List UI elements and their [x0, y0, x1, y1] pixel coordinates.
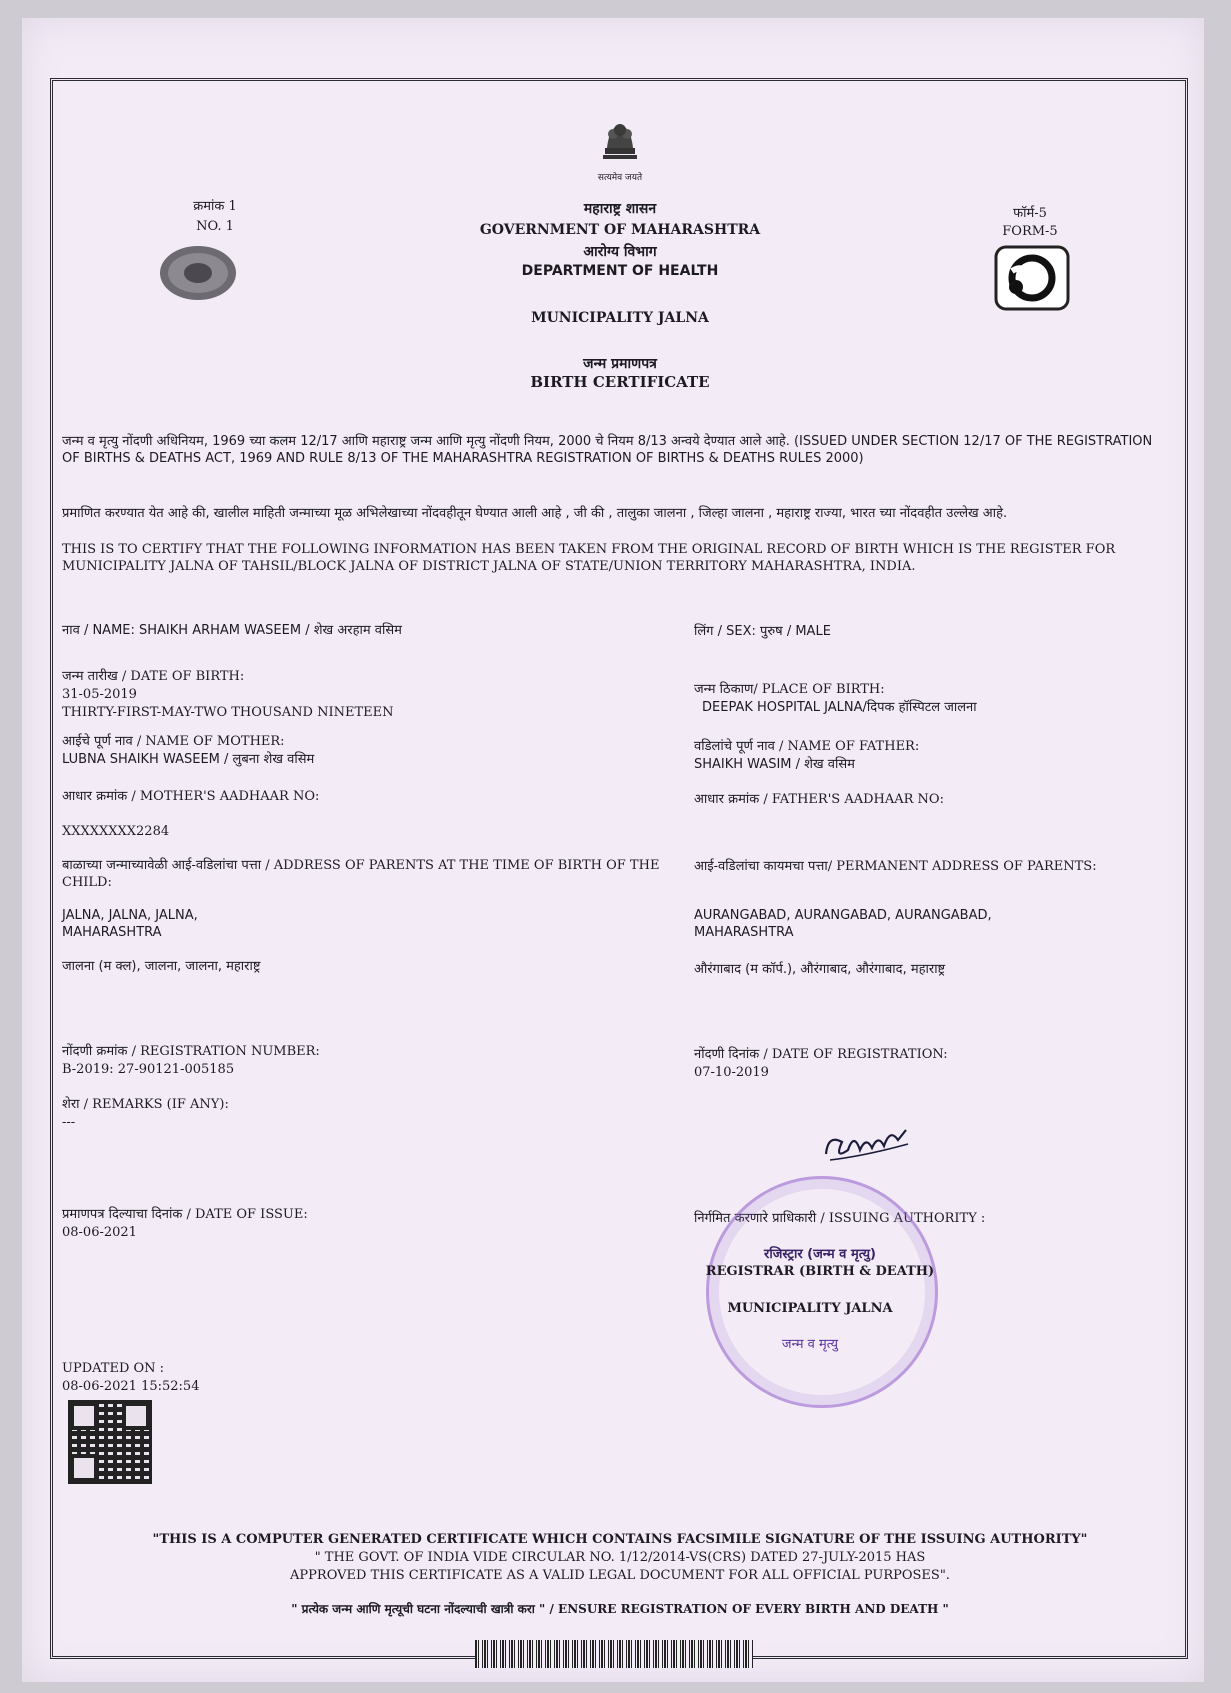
dob-label: जन्म तारीख / DATE OF BIRTH:	[62, 669, 245, 684]
stamp-text: जन्म व मृत्यु	[781, 1337, 839, 1352]
maharashtra-seal-icon	[158, 244, 238, 302]
barcode-icon	[475, 1640, 753, 1668]
father-name-label: वडिलांचे पूर्ण नाव / NAME OF FATHER:	[694, 739, 920, 754]
issued-under-text: जन्म व मृत्यु नोंदणी अधिनियम, 1969 च्या कलम 12/17 आणि महाराष्ट्र जन्म आणि मृत्यु नोंदणी नियम, 2000 चे नियम 8/13 अन्वये देण्यात आले आहे. (ISSUED UNDER SECTION 12/17 OF THE REGISTRATION OF BIRTHS & DEATHS ACT, 1969 AND RULE 8/13 OF THE MAHARASHTRA REGISTRATION OF BIRTHS & DEATHS RULES 2000)	[62, 434, 1153, 466]
mother-aadhaar-value: XXXXXXXX2284	[62, 824, 170, 839]
dept-title-en: DEPARTMENT OF HEALTH	[521, 263, 719, 279]
dob-words: THIRTY-FIRST-MAY-TWO THOUSAND NINETEEN	[62, 705, 394, 720]
permanent-address-en: AURANGABAD, AURANGABAD, AURANGABAD, MAHARASHTRA	[694, 908, 992, 940]
official-stamp	[706, 1176, 938, 1408]
gov-title-en: GOVERNMENT OF MAHARASHTRA	[479, 222, 761, 238]
dept-title-mr: आरोग्य विभाग	[583, 244, 657, 260]
authority-title-en: REGISTRAR (BIRTH & DEATH)	[705, 1264, 935, 1279]
footer-line-1: "THIS IS A COMPUTER GENERATED CERTIFICATE WHICH CONTAINS FACSIMILE SIGNATURE OF THE ISSUING AUTHORITY"	[152, 1532, 1088, 1547]
father-name-value: SHAIKH WASIM / शेख वसिम	[694, 757, 855, 772]
national-emblem-icon	[595, 118, 645, 170]
birth-address-en: JALNA, JALNA, JALNA, MAHARASHTRA	[62, 908, 198, 940]
mother-aadhaar-label: आधार क्रमांक / MOTHER'S AADHAAR NO:	[62, 789, 320, 804]
registration-date-label: नोंदणी दिनांक / DATE OF REGISTRATION:	[694, 1047, 948, 1062]
birth-place-value: DEEPAK HOSPITAL JALNA/दिपक हॉस्पिटल जालना	[702, 700, 977, 715]
certificate-title-mr: जन्म प्रमाणपत्र	[583, 356, 657, 372]
remarks-value: ---	[62, 1115, 76, 1130]
issue-date-value: 08-06-2021	[62, 1225, 137, 1240]
mother-name-label: आईचे पूर्ण नाव / NAME OF MOTHER:	[62, 734, 285, 749]
dob-value: 31-05-2019	[62, 687, 137, 702]
permanent-address-label: आई-वडिलांचा कायमचा पत्ता/ PERMANENT ADDRESS OF PARENTS:	[694, 859, 1097, 874]
municipality-title: MUNICIPALITY JALNA	[531, 310, 709, 326]
issuing-authority-label: निर्गमित करणारे प्राधिकारी / ISSUING AUTHORITY :	[694, 1211, 986, 1226]
authority-title-mr: रजिस्ट्रार (जन्म व मृत्यु)	[764, 1247, 876, 1262]
emblem-motto: सत्यमेव जयते	[597, 173, 643, 183]
sex-field: लिंग / SEX: पुरुष / MALE	[694, 624, 831, 639]
qr-code-icon	[68, 1400, 152, 1484]
birth-place-label: जन्म ठिकाण/ PLACE OF BIRTH:	[694, 682, 885, 697]
footer-line-2: " THE GOVT. OF INDIA VIDE CIRCULAR NO. 1/12/2014-VS(CRS) DATED 27-JULY-2015 HAS	[314, 1550, 926, 1565]
form-label-mr: फॉर्म-5	[1013, 206, 1047, 221]
registration-number-value: B-2019: 27-90121-005185	[62, 1062, 235, 1077]
certify-text-mr: प्रमाणित करण्यात येत आहे की, खालील माहिती जन्माच्या मूळ अभिलेखाच्या नोंदवहीतून घेण्यात आली आहे , जी की , तालुका जालना , जिल्हा जालना , महाराष्ट्र राज्या, भारत च्या नोंदवहीत उल्लेख आहे.	[62, 506, 1008, 521]
remarks-label: शेरा / REMARKS (IF ANY):	[62, 1097, 229, 1112]
registration-number-label: नोंदणी क्रमांक / REGISTRATION NUMBER:	[62, 1044, 320, 1059]
certify-text-en: THIS IS TO CERTIFY THAT THE FOLLOWING INFORMATION HAS BEEN TAKEN FROM THE ORIGINAL RECORD OF BIRTH WHICH IS THE REGISTER FOR MUNICIPALITY JALNA OF TAHSIL/BLOCK JALNA OF DISTRICT JALNA OF STATE/UNION TERRITORY MAHARASHTRA, INDIA.	[62, 542, 1116, 574]
birth-address-label: बाळाच्या जन्माच्यावेळी आई-वडिलांचा पत्ता / ADDRESS OF PARENTS AT THE TIME OF BIRTH OF THE CHILD:	[62, 858, 660, 890]
footer-line-3: APPROVED THIS CERTIFICATE AS A VALID LEGAL DOCUMENT FOR ALL OFFICIAL PURPOSES".	[290, 1568, 950, 1583]
health-logo-icon	[994, 245, 1070, 311]
signature-icon	[820, 1120, 912, 1168]
issue-date-label: प्रमाणपत्र दिल्याचा दिनांक / DATE OF ISSUE:	[62, 1207, 308, 1222]
number-label-en: NO. 1	[196, 219, 234, 234]
birth-address-mr: जालना (म क्ल), जालना, जालना, महाराष्ट्र	[62, 959, 261, 974]
authority-municipality: MUNICIPALITY JALNA	[727, 1301, 893, 1316]
updated-on-value: 08-06-2021 15:52:54	[62, 1379, 200, 1394]
father-aadhaar-label: आधार क्रमांक / FATHER'S AADHAAR NO:	[694, 792, 944, 807]
permanent-address-mr: औरंगाबाद (म कॉर्प.), औरंगाबाद, औरंगाबाद, महाराष्ट्र	[694, 962, 946, 977]
form-label-en: FORM-5	[1002, 224, 1058, 239]
mother-name-value: LUBNA SHAIKH WASEEM / लुबना शेख वसिम	[62, 752, 315, 767]
updated-on-label: UPDATED ON :	[62, 1361, 165, 1376]
certificate-title-en: BIRTH CERTIFICATE	[530, 373, 710, 391]
gov-title-mr: महाराष्ट्र शासन	[583, 201, 657, 217]
name-field: नाव / NAME: SHAIKH ARHAM WASEEM / शेख अरहाम वसिम	[62, 623, 402, 638]
footer-slogan: " प्रत्येक जन्म आणि मृत्यूची घटना नोंदल्याची खात्री करा " / ENSURE REGISTRATION OF EVERY BIRTH AND DEATH "	[291, 1602, 949, 1616]
number-label-mr: क्रमांक 1	[193, 199, 237, 214]
registration-date-value: 07-10-2019	[694, 1065, 769, 1080]
